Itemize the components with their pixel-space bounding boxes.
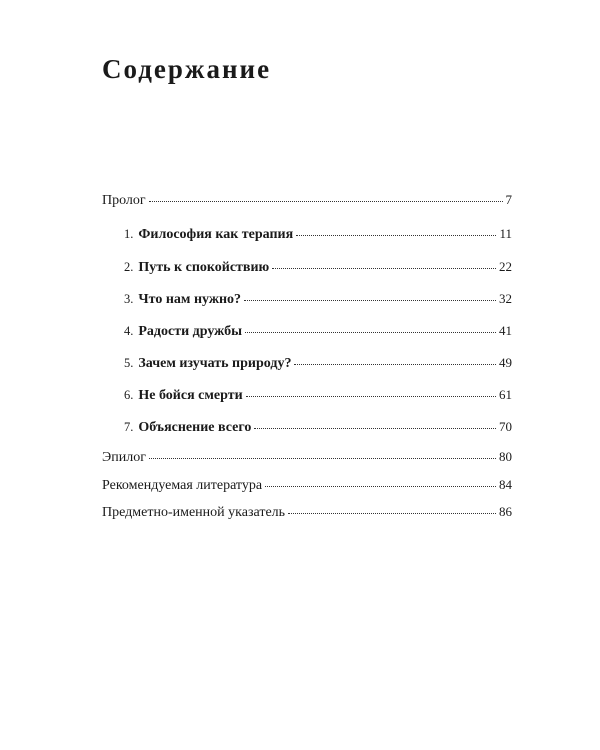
toc-entry-page: 22 [499,259,512,274]
toc-chapter-number: 7. [124,420,134,434]
dot-leader [245,331,496,333]
toc-entry-page: 86 [499,504,512,519]
dot-leader [294,363,496,365]
toc-chapter-number: 6. [124,388,134,402]
toc-entry-label: Путь к спокойствию [138,260,270,275]
toc-entry-chapter-2[interactable] [124,256,512,278]
dot-leader [272,267,496,269]
dot-leader [149,200,503,202]
toc-chapter-number: 5. [124,356,134,370]
toc-entry-label: Радости дружбы [138,324,243,339]
toc-entry-chapter-4[interactable] [124,320,512,342]
toc-entry-page: 11 [499,226,512,241]
page-title: Содержание [102,54,272,84]
toc-entry-page: 80 [499,449,512,464]
toc-entry-prologue[interactable] [102,189,512,211]
toc-entry-chapter-7[interactable] [124,416,512,438]
toc-entry-label: Объяснение всего [138,420,252,435]
toc-chapter-number: 2. [124,260,134,274]
toc-entry-label: Что нам нужно? [138,292,242,307]
toc-entry-page: 84 [499,477,512,492]
toc-entry-page: 61 [499,387,512,402]
toc-entry-page: 32 [499,291,512,306]
toc-chapter-number: 3. [124,292,134,306]
toc-entry-page: 41 [499,323,512,338]
toc-chapter-number: 1. [124,227,134,241]
toc-entry-label: Предметно-именной указатель [102,505,286,520]
toc-entry-page: 7 [505,192,512,207]
toc-entry-chapter-6[interactable] [124,384,512,406]
toc-entry-label: Рекомендуемая литература [102,478,263,493]
dot-leader [265,485,496,487]
toc-chapter-number: 4. [124,324,134,338]
toc-entry-label: Эпилог [102,450,146,465]
toc-entry-page: 49 [499,355,512,370]
dot-leader [254,427,496,429]
dot-leader [296,234,496,236]
toc-entry-index[interactable] [102,501,512,523]
toc-entry-label: Пролог [102,193,146,208]
dot-leader [288,512,496,514]
toc-entry-label: Философия как терапия [138,227,294,242]
dot-leader [149,457,496,459]
toc-entry-label: Зачем изучать природу? [138,356,292,371]
dot-leader [246,395,496,397]
toc-entry-epilogue[interactable] [102,446,512,468]
table-of-contents [102,0,512,750]
toc-entry-label: Не бойся смерти [138,388,243,403]
toc-entry-chapter-3[interactable] [124,288,512,310]
toc-entry-chapter-1[interactable] [124,223,512,245]
toc-entry-chapter-5[interactable] [124,352,512,374]
dot-leader [244,299,496,301]
toc-entry-page: 70 [499,419,512,434]
toc-entry-reading[interactable] [102,474,512,496]
